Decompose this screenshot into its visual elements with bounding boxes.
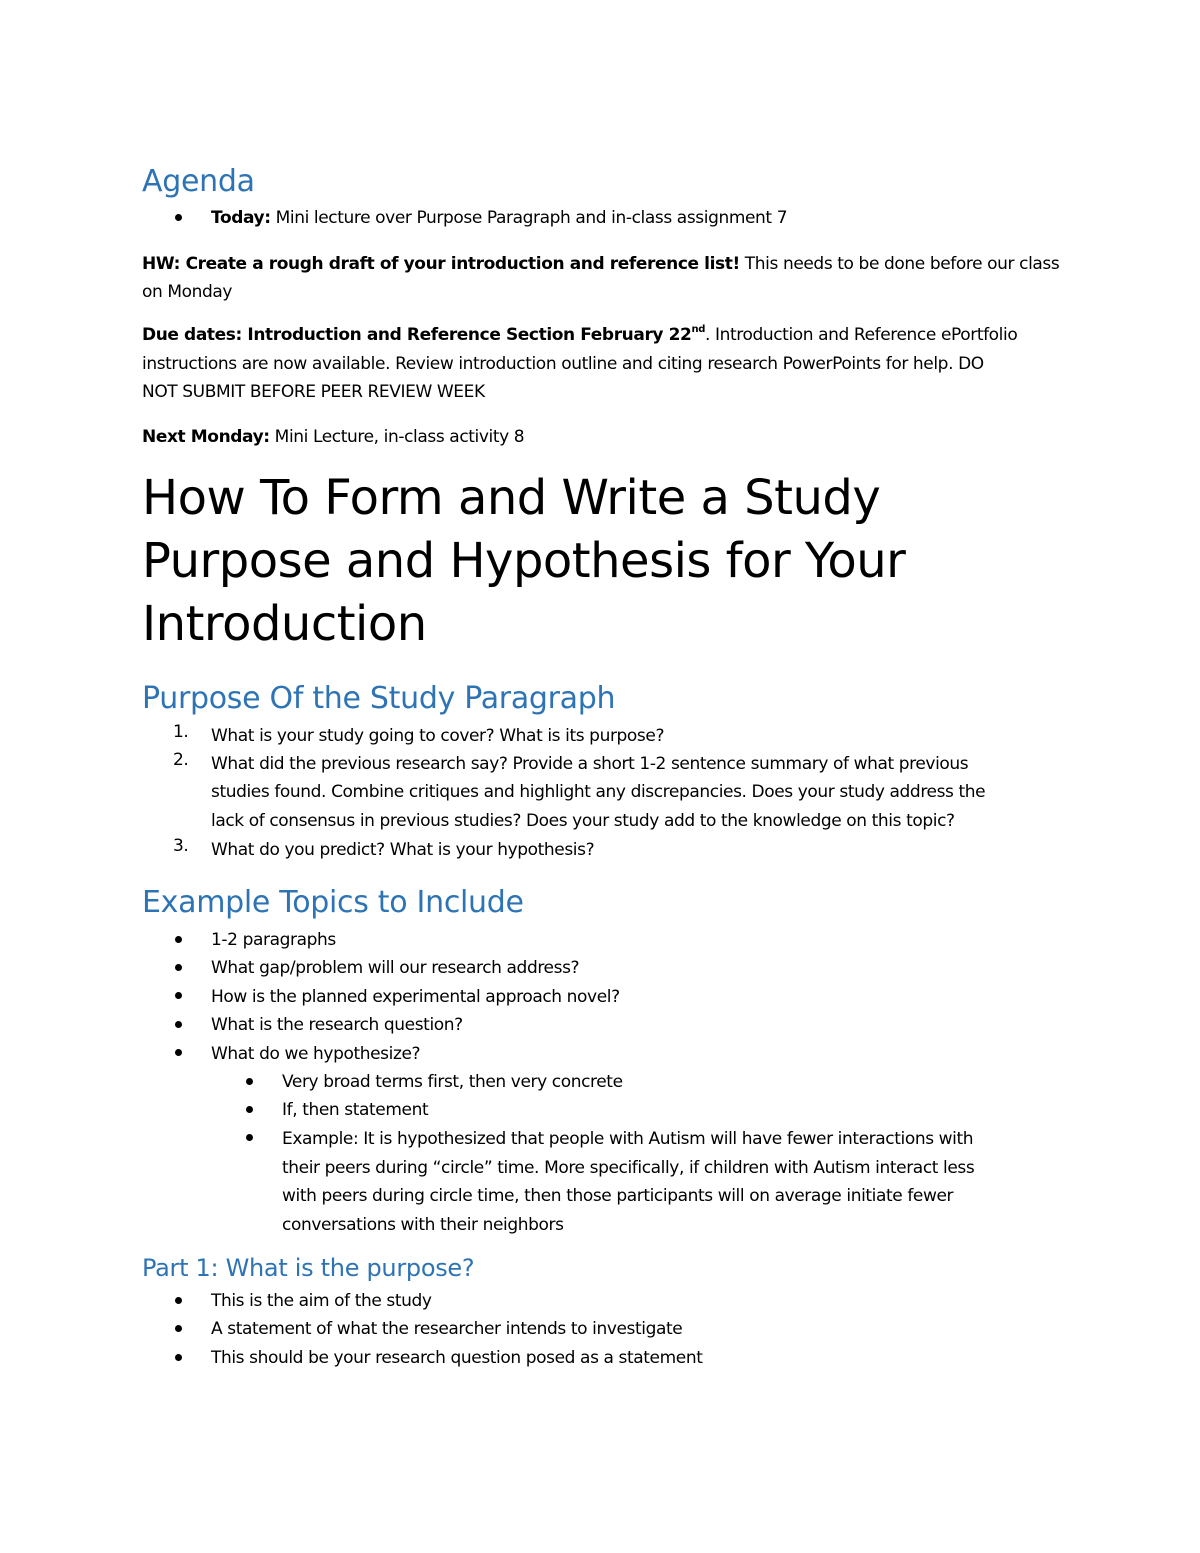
next-monday-text: Mini Lecture, in-class activity 8	[269, 427, 525, 447]
bullet-icon	[175, 936, 182, 943]
purpose-heading: Purpose Of the Study Paragraph	[142, 681, 616, 716]
list-number: 2.	[173, 750, 189, 770]
sub-list-item: Example: It is hypothesized that people with Autism will have fewer interactions with	[282, 1129, 974, 1149]
sub-list-item: Very broad terms first, then very concrete	[282, 1072, 623, 1092]
bullet-icon	[175, 1325, 182, 1332]
hw-line-2: on Monday	[142, 282, 233, 302]
bullet-icon	[246, 1078, 253, 1085]
next-monday-line	[142, 423, 524, 451]
bullet-icon	[246, 1134, 253, 1141]
example-heading: Example Topics to Include	[142, 885, 524, 920]
list-item: A statement of what the researcher intends to investigate	[211, 1319, 683, 1339]
due-line-3: NOT SUBMIT BEFORE PEER REVIEW WEEK	[142, 382, 485, 402]
part1-heading: Part 1: What is the purpose?	[142, 1254, 475, 1282]
list-item: How is the planned experimental approach novel?	[211, 987, 620, 1007]
bullet-icon	[175, 1049, 182, 1056]
bullet-icon	[175, 964, 182, 971]
due-line-1	[142, 321, 1017, 349]
list-item: What do we hypothesize?	[211, 1044, 421, 1064]
list-item: 1-2 paragraphs	[211, 930, 336, 950]
agenda-heading: Agenda	[142, 164, 255, 199]
title-line-1: How To Form and Write a Study	[142, 470, 881, 526]
hw-line-1	[142, 250, 1059, 278]
sub-list-item-continued: their peers during “circle” time. More specifically, if children with Autism interact less	[282, 1158, 975, 1178]
list-number: 3.	[173, 836, 189, 856]
today-text: Mini lecture over Purpose Paragraph and in-class assignment 7	[270, 208, 788, 228]
list-item-continued: studies found. Combine critiques and highlight any discrepancies. Does your study address the	[211, 782, 986, 802]
sub-list-item-continued: conversations with their neighbors	[282, 1215, 564, 1235]
bullet-icon	[246, 1106, 253, 1113]
hw-text-1: This needs to be done before our class	[739, 254, 1060, 274]
due-sup: nd	[691, 324, 705, 335]
list-item: What is your study going to cover? What is its purpose?	[211, 726, 665, 746]
title-line-2: Purpose and Hypothesis for Your	[142, 533, 906, 589]
agenda-today-line	[211, 204, 787, 232]
bullet-icon	[175, 1297, 182, 1304]
sub-list-item-continued: with peers during circle time, then those participants will on average initiate fewer	[282, 1186, 954, 1206]
list-item: This is the aim of the study	[211, 1291, 432, 1311]
list-item: What gap/problem will our research address?	[211, 958, 580, 978]
bullet-icon	[175, 1021, 182, 1028]
list-item-continued: lack of consensus in previous studies? Does your study add to the knowledge on this topic?	[211, 811, 955, 831]
title-line-3: Introduction	[142, 596, 427, 652]
bullet-icon	[175, 992, 182, 999]
due-label: Due dates: Introduction and Reference Section February 22	[142, 325, 692, 345]
list-item: What did the previous research say? Provide a short 1-2 sentence summary of what previous	[211, 754, 969, 774]
sub-list-item: If, then statement	[282, 1100, 429, 1120]
list-number: 1.	[173, 722, 189, 742]
list-item: What do you predict? What is your hypothesis?	[211, 840, 595, 860]
due-text-1: . Introduction and Reference ePortfolio	[704, 325, 1018, 345]
next-monday-label: Next Monday:	[142, 427, 270, 447]
hw-label: HW: Create a rough draft of your introduction and reference list!	[142, 254, 740, 274]
bullet-icon	[175, 214, 182, 221]
list-item: What is the research question?	[211, 1015, 463, 1035]
bullet-icon	[175, 1354, 182, 1361]
due-line-2: instructions are now available. Review introduction outline and citing research PowerPoints for help. DO	[142, 354, 984, 374]
list-item: This should be your research question posed as a statement	[211, 1348, 703, 1368]
today-label: Today:	[211, 208, 271, 228]
